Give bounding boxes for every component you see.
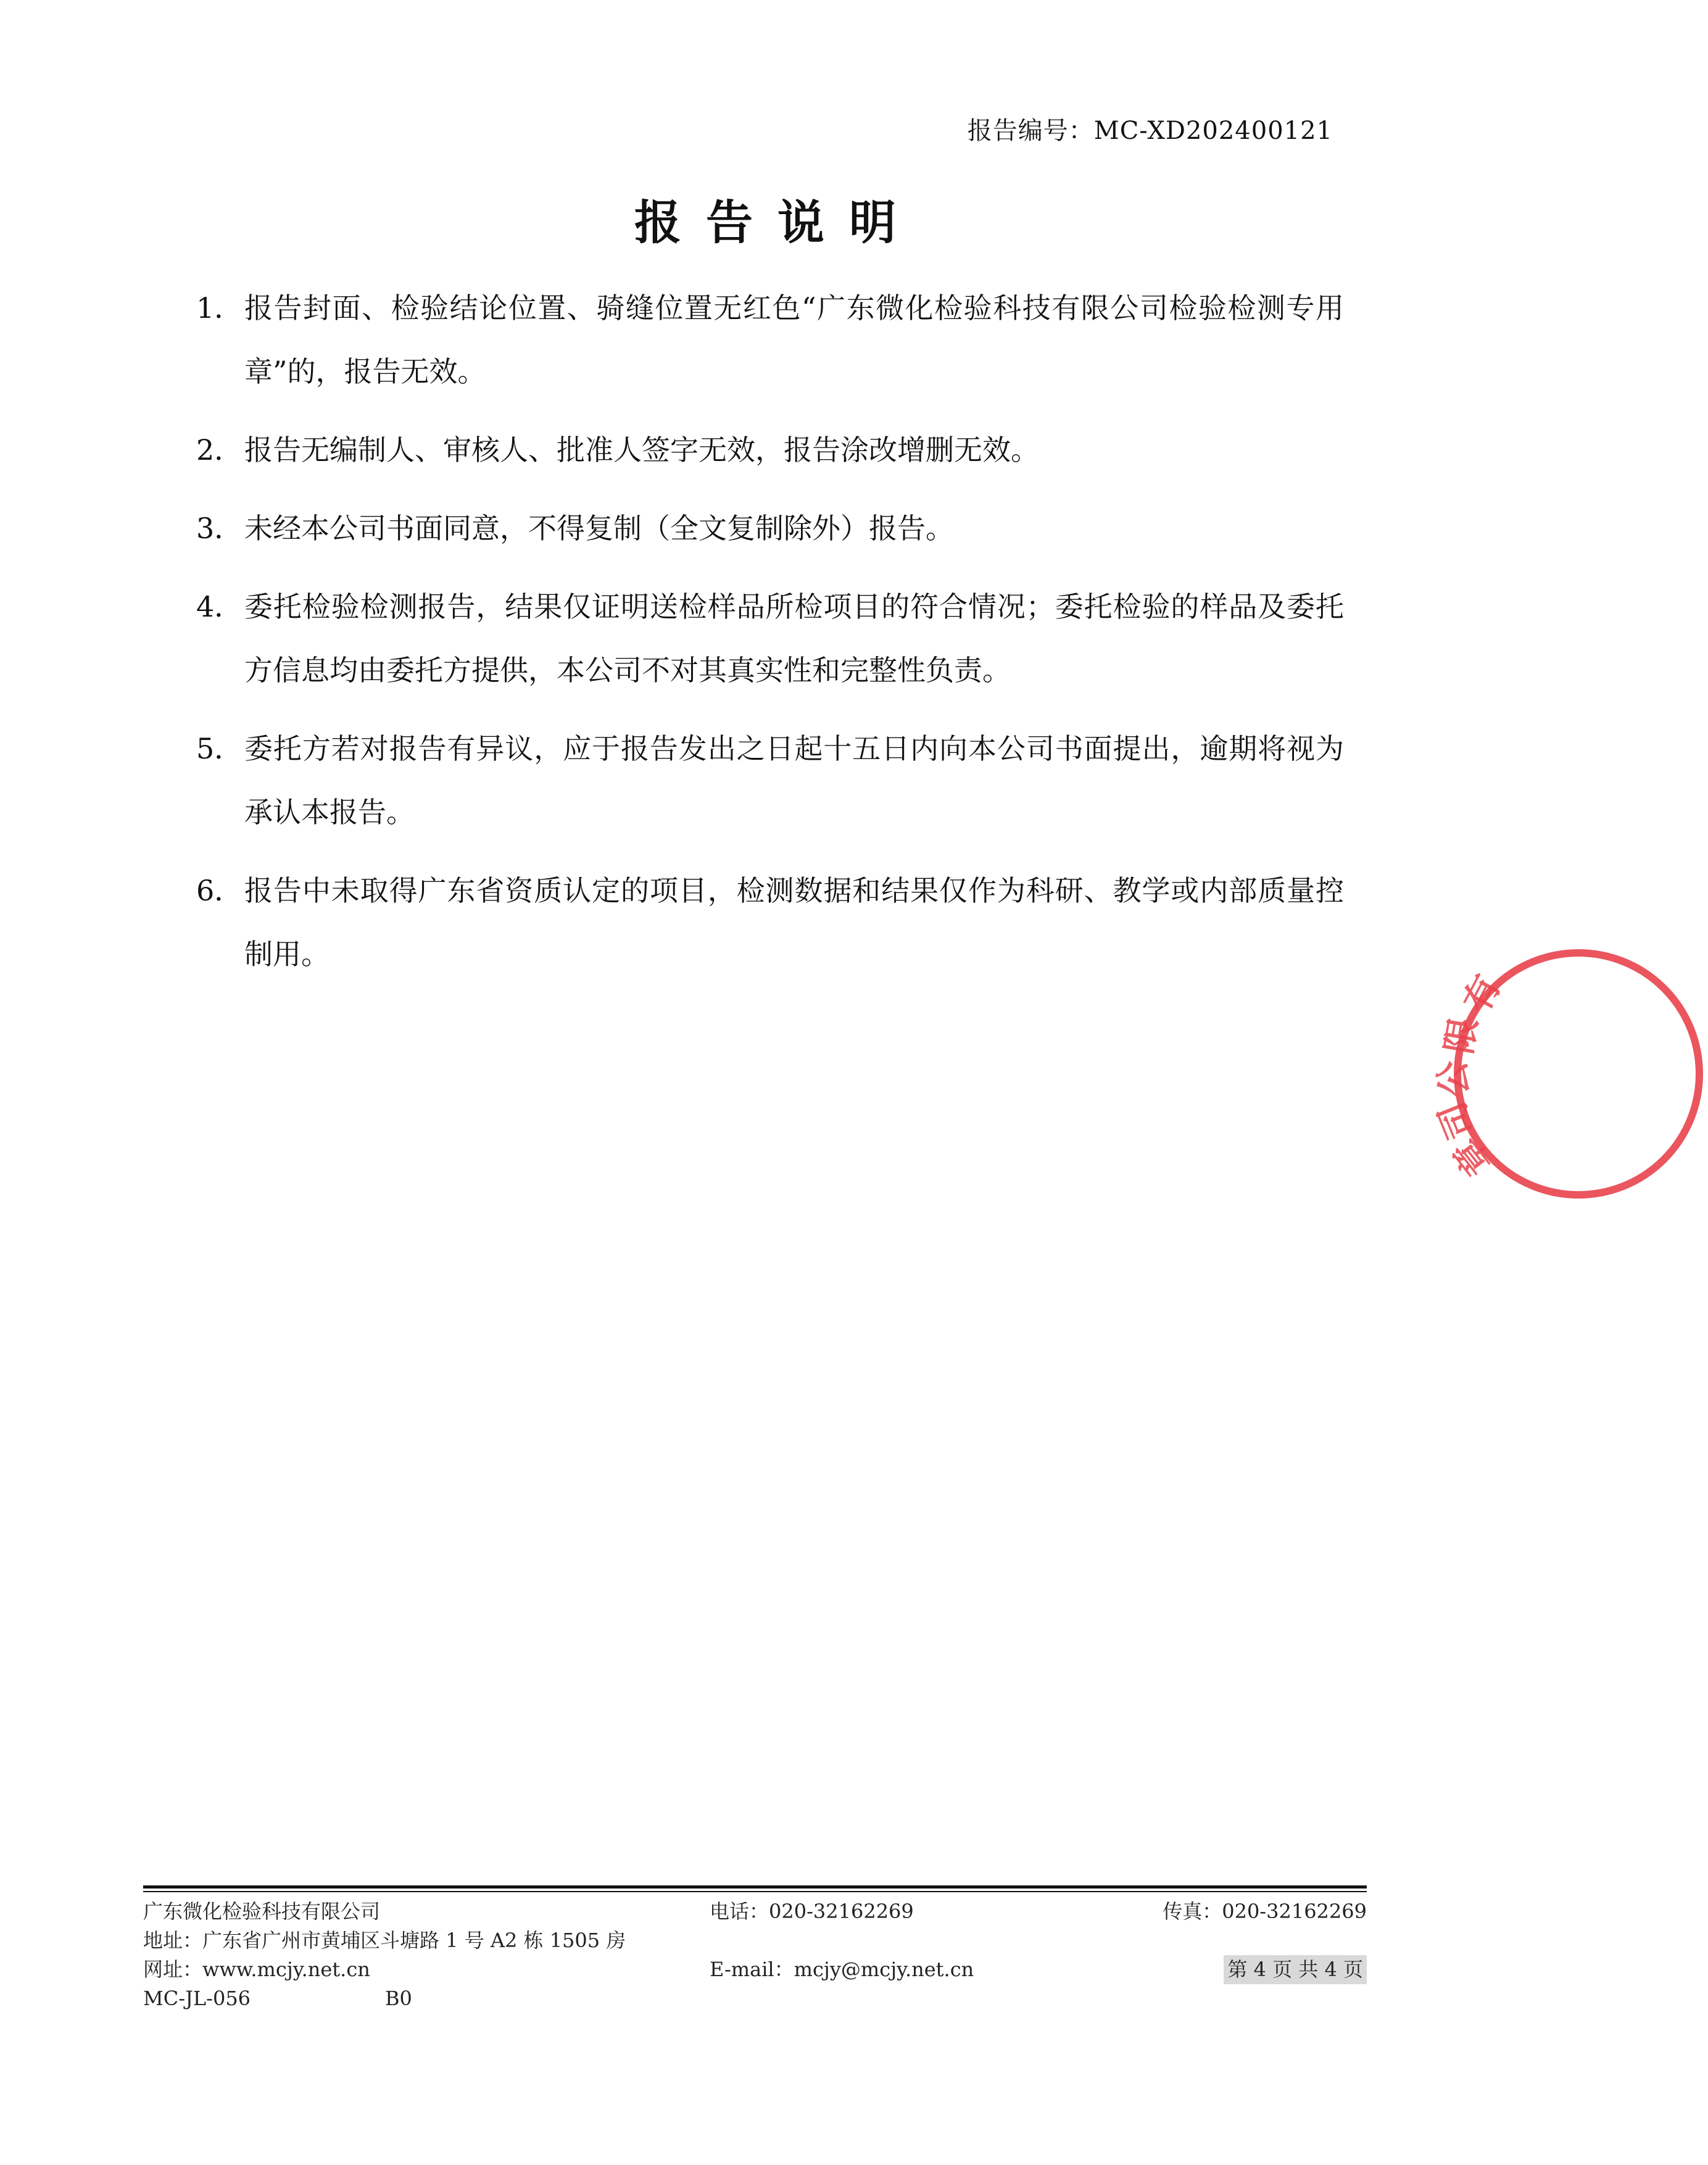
list-item-text: 委托检验检测报告，结果仅证明送检样品所检项目的符合情况；委托检验的样品及委托方信息均由委托方提供，本公司不对其真实性和完整性负责。 xyxy=(244,590,1344,687)
seal-character: 有 xyxy=(1455,968,1509,1020)
page-title: 报告说明 xyxy=(634,195,921,250)
list-item-number: 1． xyxy=(196,291,243,325)
page-footer xyxy=(143,1885,1367,2013)
list-item-text: 未经本公司书面同意，不得复制（全文复制除外）报告。 xyxy=(244,512,954,545)
seal-character: 限 xyxy=(1437,1014,1485,1057)
company-address: 地址：广东省广州市黄埔区斗塘路 1 号 A2 栋 1505 房 xyxy=(143,1929,626,1952)
website-link[interactable]: 网址：www.mcjy.net.cn xyxy=(143,1958,370,1981)
page-counter: 第 4 页 共 4 页 xyxy=(1224,1955,1367,1984)
list-item xyxy=(196,859,1344,986)
email-link[interactable]: E-mail：mcjy@mcjy.net.cn xyxy=(710,1958,974,1981)
footer-divider xyxy=(143,1885,1367,1889)
list-item-number: 3． xyxy=(196,512,243,545)
list-item xyxy=(196,717,1344,844)
footer-row xyxy=(143,1926,1367,1955)
notes-list xyxy=(196,276,1344,1001)
company-name: 广东微化检验科技有限公司 xyxy=(143,1900,381,1923)
footer-row xyxy=(143,1955,1367,1984)
form-code: MC-JL-056 xyxy=(143,1987,251,2010)
list-item xyxy=(196,497,1344,560)
footer-divider xyxy=(143,1891,1367,1892)
list-item-number: 6． xyxy=(196,874,243,907)
phone-number: 电话：020-32162269 xyxy=(710,1900,914,1923)
list-item-number: 5． xyxy=(196,732,243,765)
report-number: 报告编号：MC-XD202400121 xyxy=(967,117,1333,145)
list-item xyxy=(196,418,1344,482)
list-item xyxy=(196,575,1344,702)
list-item-text: 报告无编制人、审核人、批准人签字无效，报告涂改增删无效。 xyxy=(244,433,1039,467)
seal-character: 司 xyxy=(1430,1095,1483,1145)
list-item-text: 报告中未取得广东省资质认定的项目，检测数据和结果仅作为科研、教学或内部质量控制用。 xyxy=(244,874,1344,971)
company-seal-stamp xyxy=(1430,944,1708,1203)
fax-number: 传真：020-32162269 xyxy=(1163,1900,1367,1923)
footer-row xyxy=(143,1897,1367,1926)
form-version: B0 xyxy=(385,1987,412,2010)
list-item-text: 委托方若对报告有异议，应于报告发出之日起十五日内向本公司书面提出，逾期将视为承认本报告。 xyxy=(244,732,1344,829)
seal-character: 章 xyxy=(1445,1129,1501,1184)
seal-character: 公 xyxy=(1431,1058,1476,1099)
list-item-text: 报告封面、检验结论位置、骑缝位置无红色“广东微化检验科技有限公司检验检测专用章”的，报告无效。 xyxy=(244,291,1344,388)
footer-row xyxy=(143,1984,1367,2013)
list-item-number: 4． xyxy=(196,590,243,623)
list-item xyxy=(196,276,1344,404)
list-item-number: 2． xyxy=(196,433,243,467)
